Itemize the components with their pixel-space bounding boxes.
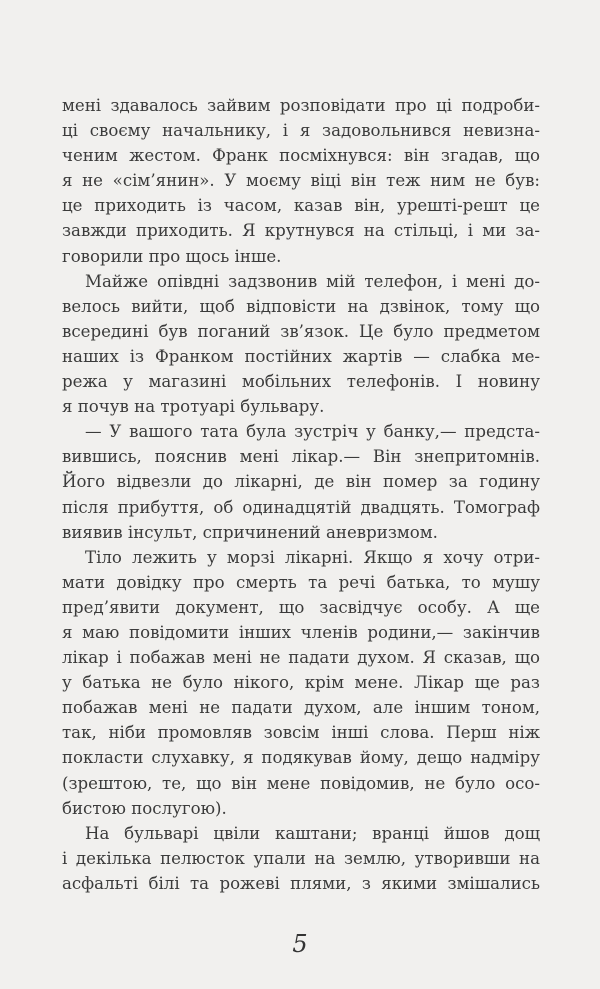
text-line: всередині був поганий зв’язок. Це було предметом [62,321,540,341]
paragraph [62,821,540,896]
text-line: Тіло лежить у морзі лікарні. Якщо я хочу отри- [85,547,540,567]
text-line: бистою послугою). [62,798,227,818]
page-number: 5 [292,930,308,958]
text-line: я почув на тротуарі бульвару. [62,397,325,417]
text-line: Майже опівдні задзвонив мій телефон, і мені до- [85,271,540,291]
text-line: ченим жестом. Франк посміхнувся: він згадав, що [62,146,540,166]
text-line: і декілька пелюсток упали на землю, утворивши на [62,848,540,868]
text-line: мати довідку про смерть та речі батька, то мушу [62,572,540,592]
text-line: це приходить із часом, казав він, урешті-решт це [62,196,540,216]
text-line: асфальті білі та рожеві плями, з якими змішались [62,873,540,893]
paragraph [62,419,540,544]
text-line: після прибуття, об одинадцятій двадцять. Томограф [62,497,540,517]
text-line: побажав мені не падати духом, але іншим тоном, [62,698,540,718]
text-line: На бульварі цвіли каштани; вранці йшов дощ [85,823,540,843]
text-line: — У вашого тата була зустріч у банку,— предста- [85,422,540,442]
paragraph [62,269,540,420]
text-line: наших із Франком постійних жартів — слабка ме- [62,346,540,366]
text-line: виявив інсульт, спричинений аневризмом. [62,522,438,542]
text-line: вившись, пояснив мені лікар.— Він знепритомнів. [62,447,540,467]
text-line: лікар і побажав мені не падати духом. Я сказав, що [62,648,540,668]
text-line: говорили про щось інше. [62,246,282,266]
text-line: (зрештою, те, що він мене повідомив, не було осо- [62,773,540,793]
text-line: ці своєму начальнику, і я задовольнився невизна- [62,121,540,141]
page-body [62,93,540,896]
text-line: завжди приходить. Я крутнувся на стільці, і ми за- [62,221,540,241]
text-line: Його відвезли до лікарні, де він помер за годину [62,472,540,492]
paragraph [62,545,540,821]
text-line: я маю повідомити інших членів родини,— закінчив [62,622,540,642]
text-line: я не «сім’янин». У моєму віці він теж ним не був: [62,171,540,191]
text-line: у батька не було нікого, крім мене. Лікар ще раз [62,673,540,693]
text-line: покласти слухавку, я подякував йому, дещо надміру [62,748,540,768]
paragraph [62,93,540,269]
text-line: мені здавалось зайвим розповідати про ці подроби- [62,96,540,115]
text-line: пред’явити документ, що засвідчує особу. А ще [62,597,540,617]
text-line: велось вийти, щоб відповісти на дзвінок, тому що [62,296,540,316]
text-line: так, ніби промовляв зовсім інші слова. Перш ніж [62,723,540,743]
text-line: режа у магазині мобільних телефонів. І новину [62,372,540,392]
